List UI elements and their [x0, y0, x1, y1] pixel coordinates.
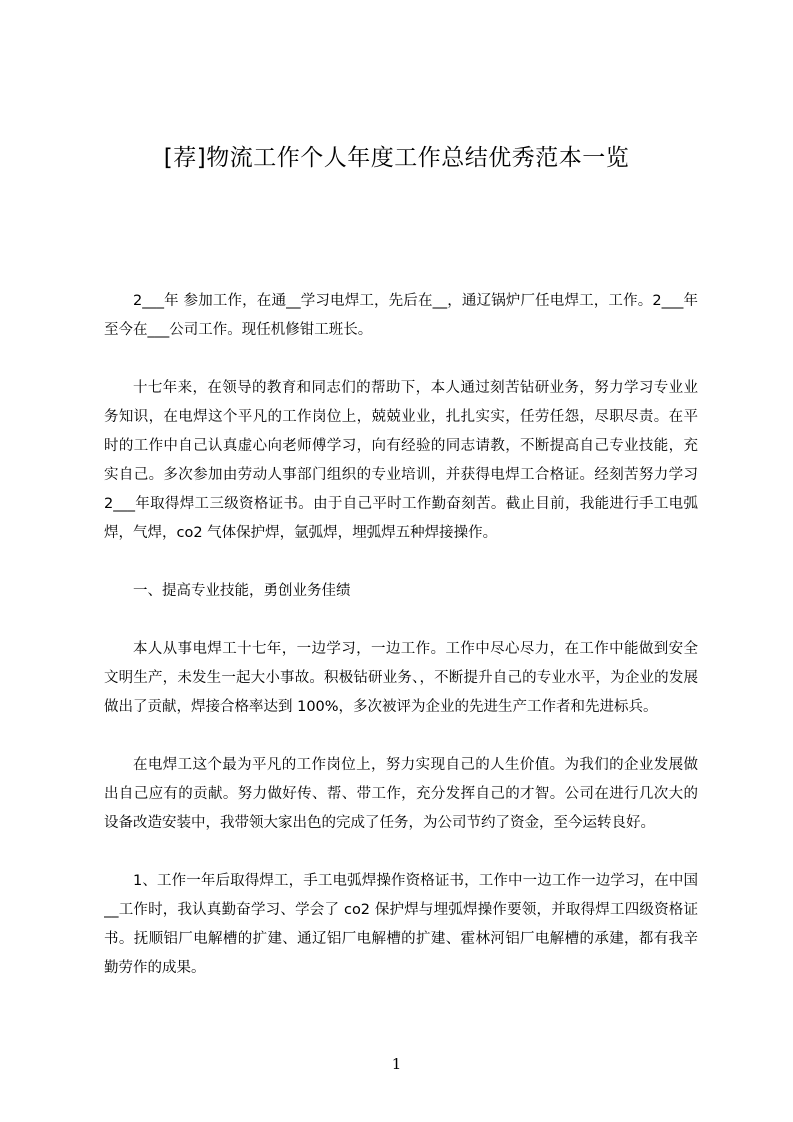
paragraph-item-1: 1、工作一年后取得焊工，手工电弧焊操作资格证书，工作中一边工作一边学习，在中国__工作时，我认真勤奋学习、学会了 co2 保护焊与埋弧焊操作要领，并取得焊工四级资格证书。抚顺铝厂电解槽的扩建、通辽铝厂电解槽的扩建、霍林河铝厂电解槽的承建，都有我辛勤劳作的成果。: [104, 873, 698, 976]
paragraph-intro: 2___年 参加工作，在通__学习电焊工，先后在__，通辽锅炉厂任电焊工，工作。2___年至今在___公司工作。现任机修钳工班长。: [104, 293, 698, 338]
paragraph-experience: 十七年来，在领导的教育和同志们的帮助下，本人通过刻苦钻研业务，努力学习专业业务知识，在电焊这个平凡的工作岗位上，兢兢业业，扎扎实实，任劳任怨，尽职尽责。在平时的工作中自己认真虚心向老师傅学习，向有经验的同志请教，不断提高自己专业技能，充实自己。多次参加由劳动人事部门组织的专业培训，并获得电焊工合格证。经刻苦努力学习 2___年取得焊工三级资格证书。由于自己平时工作勤奋刻苦。截止目前，我能进行手工电弧焊，气焊，co2 气体保护焊，氩弧焊，埋弧焊五种焊接操作。: [104, 380, 698, 541]
section-heading: 一、提高专业技能，勇创业务佳绩: [133, 583, 351, 599]
document-title: [荐]物流工作个人年度工作总结优秀范本一览: [163, 145, 630, 171]
document-body: [104, 287, 698, 1012]
paragraph-value: 在电焊工这个最为平凡的工作岗位上，努力实现自己的人生价值。为我们的企业发展做出自己应有的贡献。努力做好传、帮、带工作，充分发挥自己的才智。公司在进行几次大的设备改造安装中，我带领大家出色的完成了任务，为公司节约了资金，至今运转良好。: [104, 757, 698, 831]
page-number: 1: [391, 1055, 402, 1073]
paragraph-achievements: 本人从事电焊工十七年，一边学习，一边工作。工作中尽心尽力，在工作中能做到安全文明生产，未发生一起大小事故。积极钻研业务、，不断提升自己的专业水平，为企业的发展做出了贡献，焊接合格率达到 100%，多次被评为企业的先进生产工作者和先进标兵。: [104, 641, 698, 715]
